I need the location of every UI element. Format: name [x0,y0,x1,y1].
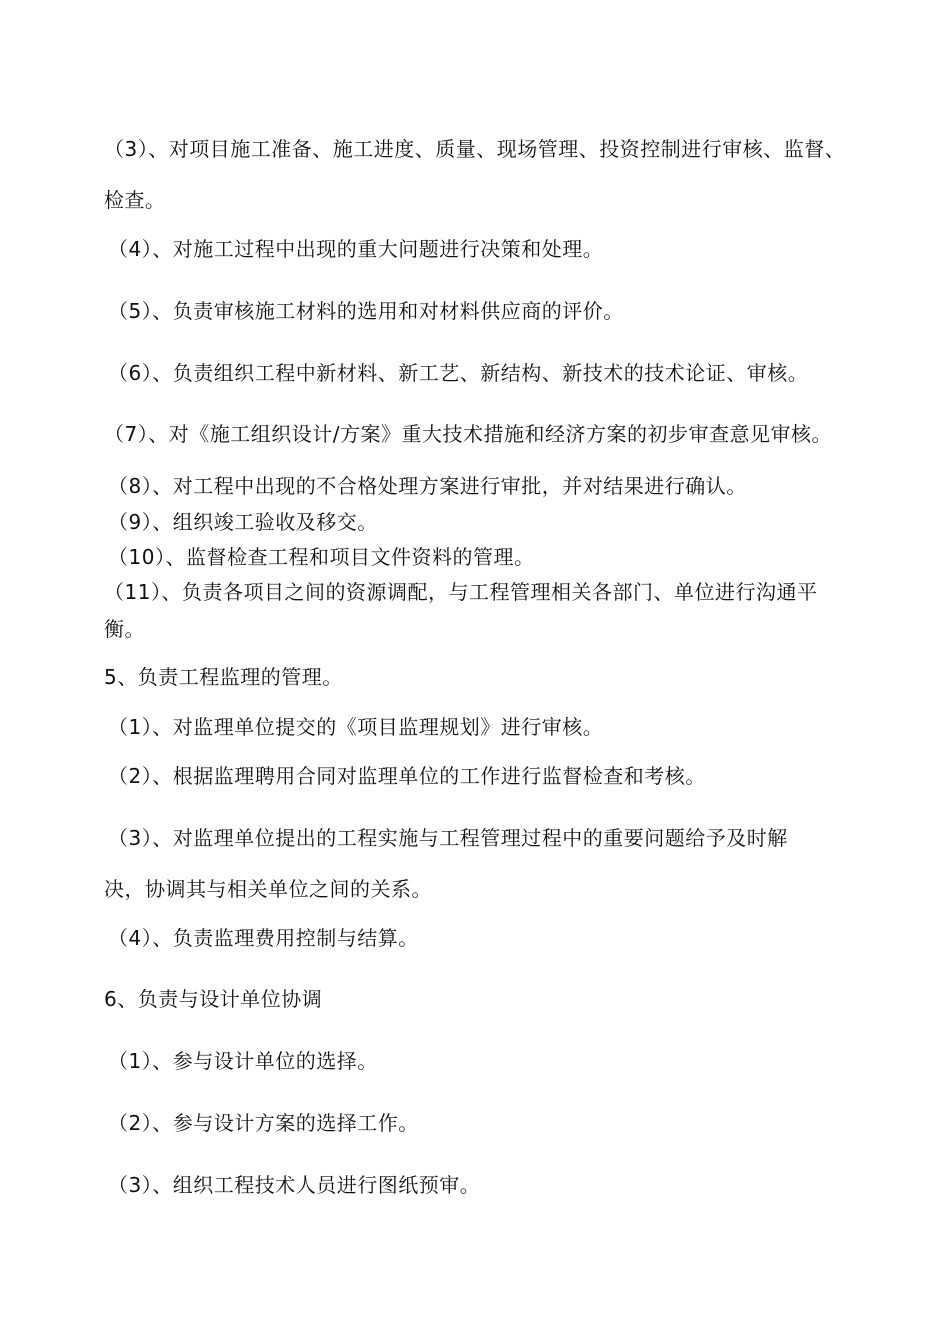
text-line: （8）、对工程中出现的不合格处理方案进行审批，并对结果进行确认。 [108,474,747,498]
text-line: （2）、根据监理聘用合同对监理单位的工作进行监督检查和考核。 [108,764,706,788]
text-line: （6）、负责组织工程中新材料、新工艺、新结构、新技术的技术论证、审核。 [108,361,809,385]
text-line: （5）、负责审核施工材料的选用和对材料供应商的评价。 [108,299,624,323]
text-line: （3）、对项目施工准备、施工进度、质量、现场管理、投资控制进行审核、监督、 [104,137,846,161]
text-line: （1）、参与设计单位的选择。 [108,1049,378,1073]
text-line: （10）、监督检查工程和项目文件资料的管理。 [108,545,535,569]
text-line: （2）、参与设计方案的选择工作。 [108,1111,419,1135]
text-line: 决，协调其与相关单位之间的关系。 [104,877,432,901]
text-line: 检查。 [104,188,166,212]
section-heading: 5、负责工程监理的管理。 [104,665,343,689]
text-line: （1）、对监理单位提交的《项目监理规划》进行审核。 [108,715,604,739]
text-line: （3）、对监理单位提出的工程实施与工程管理过程中的重要问题给予及时解 [108,826,788,850]
text-line: （7）、对《施工组织设计/方案》重大技术措施和经济方案的初步审查意见审核。 [104,422,832,446]
text-line: 衡。 [104,617,145,641]
text-line: （9）、组织竣工验收及移交。 [108,510,378,534]
text-line: （4）、负责监理费用控制与结算。 [108,926,419,950]
text-line: （3）、组织工程技术人员进行图纸预审。 [108,1173,481,1197]
text-line: （11）、负责各项目之间的资源调配，与工程管理相关各部门、单位进行沟通平 [104,580,818,604]
section-heading: 6、负责与设计单位协调 [104,987,323,1011]
text-line: （4）、对施工过程中出现的重大问题进行决策和处理。 [108,237,604,261]
